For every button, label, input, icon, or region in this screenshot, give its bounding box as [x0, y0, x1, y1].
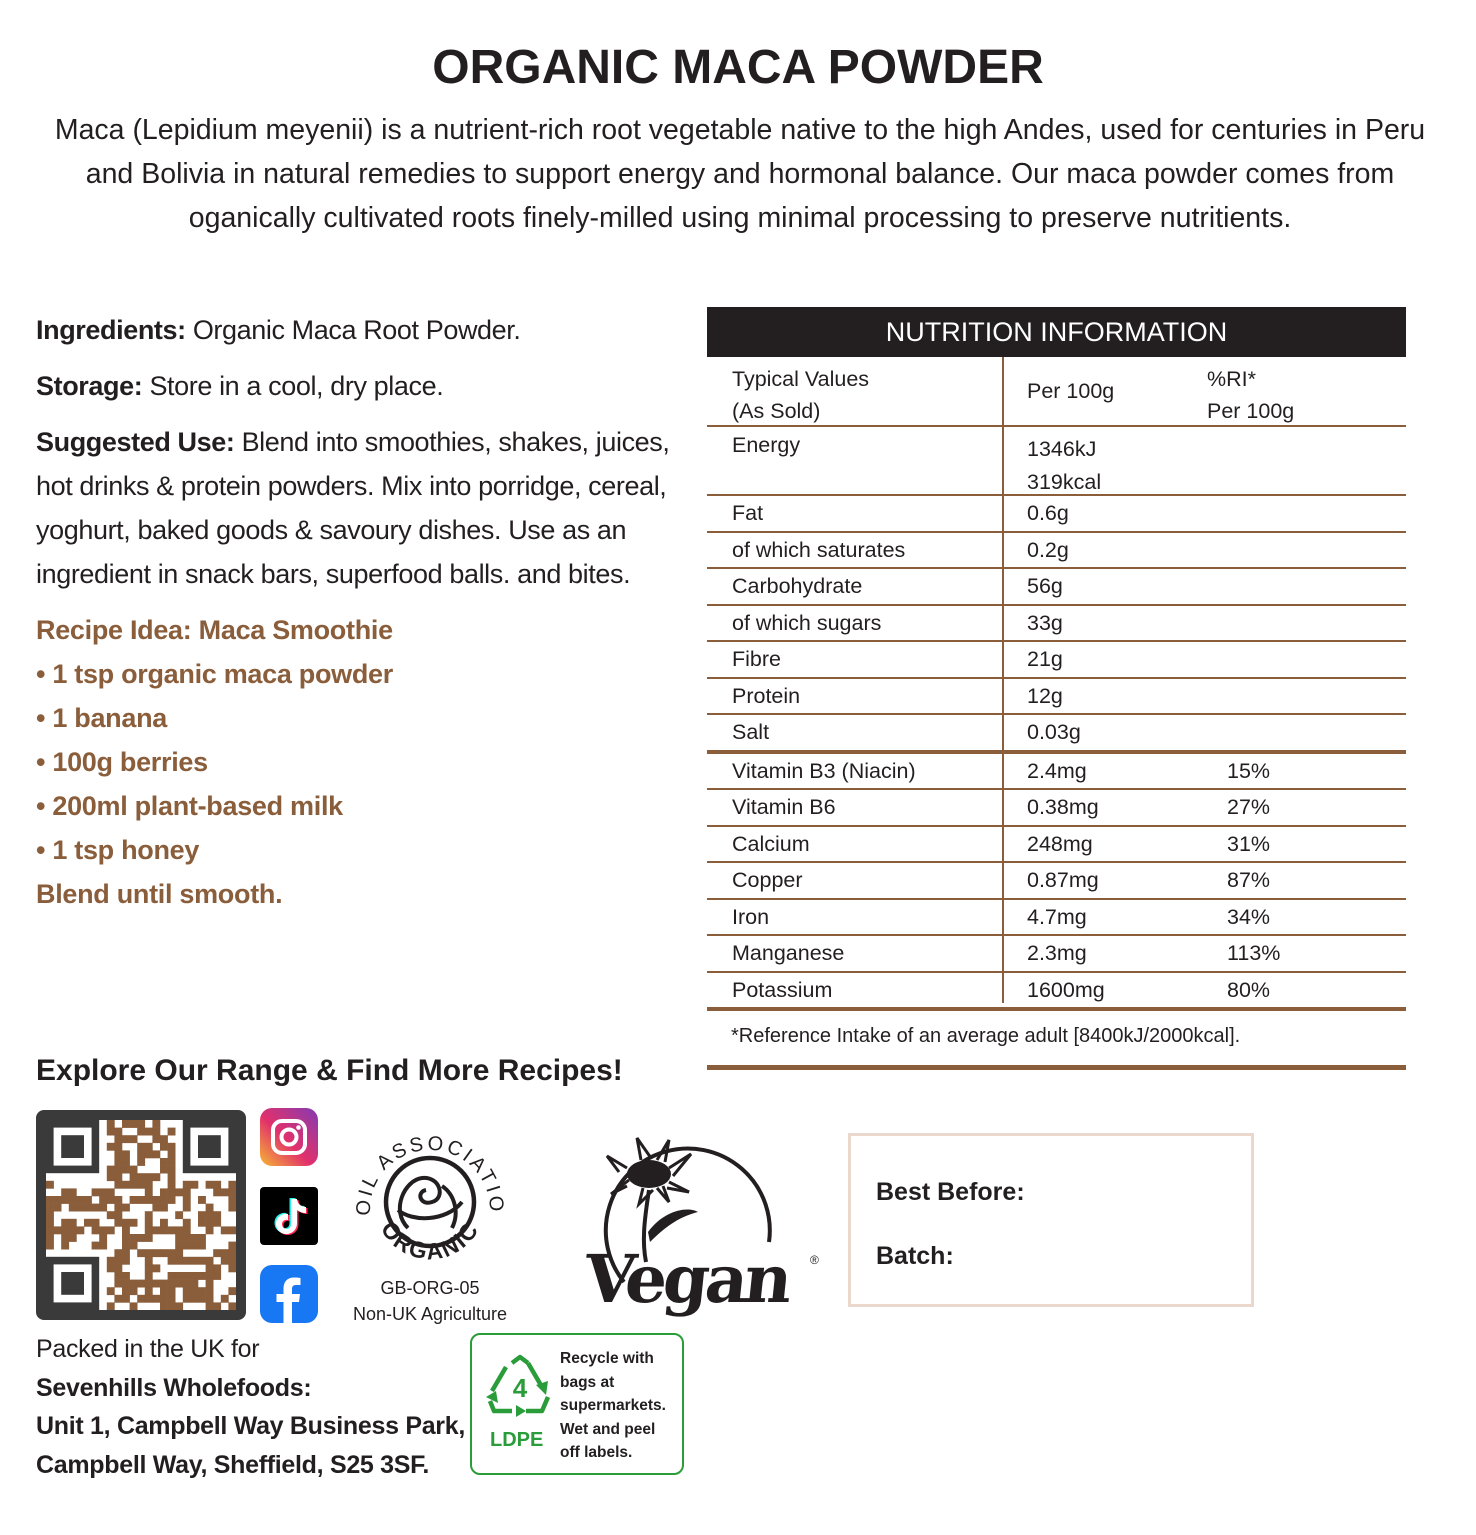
recipe-item: • 200ml plant-based milk — [36, 791, 343, 821]
nutrition-table — [707, 307, 1406, 1070]
nutrient-name: Carbohydrate — [732, 574, 863, 598]
recycle-line: bags at — [560, 1373, 615, 1391]
recycle-line: Recycle with — [560, 1350, 654, 1367]
storage-label: Storage: — [36, 371, 143, 401]
ldpe-label: LDPE — [490, 1429, 544, 1451]
nutrition-row — [707, 496, 1406, 533]
recipe-title: Recipe Idea: Maca Smoothie — [36, 615, 393, 645]
recipe-item: • 100g berries — [36, 747, 208, 777]
nutrition-row — [707, 973, 1406, 1012]
svg-text:®: ® — [810, 1253, 819, 1267]
packed-line: Packed in the UK for — [36, 1335, 260, 1363]
svg-text:Vegan: Vegan — [580, 1240, 793, 1318]
facebook-icon[interactable] — [260, 1265, 318, 1323]
nutrient-per100: 0.03g — [1027, 720, 1081, 744]
nutrition-row — [707, 863, 1406, 900]
nutrient-ri: 87% — [1227, 868, 1271, 892]
nutrition-row — [707, 569, 1406, 606]
recipe-closing: Blend until smooth. — [36, 879, 283, 909]
nutrient-name: Copper — [732, 868, 803, 892]
nutrition-row — [707, 827, 1406, 864]
nutrient-name: Manganese — [732, 941, 845, 965]
recycle-line: Wet and peel — [560, 1420, 656, 1438]
nutrition-row — [707, 754, 1406, 791]
nutrient-ri: 113% — [1227, 941, 1281, 965]
nutrition-header-row — [707, 357, 1406, 427]
energy-kcal: 319kcal — [1027, 470, 1102, 494]
as-sold-label: (As Sold) — [732, 399, 821, 423]
recipe-item: • 1 tsp honey — [36, 835, 200, 865]
address-line: Campbell Way, Sheffield, S25 3SF. — [36, 1450, 429, 1479]
reference-note: *Reference Intake of an average adult [8400kJ/2000kcal]. — [707, 1011, 1406, 1070]
recycle-line: supermarkets. — [560, 1397, 666, 1414]
explore-heading: Explore Our Range & Find More Recipes! — [36, 1054, 623, 1087]
use-text: Blend into smoothies, shakes, juices, hot drinks & protein powders. Mix into porridge, cereal, yoghurt, baked goods & savoury dishes. Use as an ingredient in snack bars, superfood balls. and bites. — [36, 427, 670, 589]
nutrient-name: Iron — [732, 904, 770, 929]
recycle-text — [560, 1347, 666, 1465]
nutrient-per100: 1600mg — [1027, 977, 1105, 1002]
svg-text:4: 4 — [512, 1373, 528, 1403]
qr-code[interactable] — [36, 1110, 246, 1320]
ingredients-label: Ingredients: — [36, 315, 186, 345]
nutrition-row — [707, 533, 1406, 570]
nutrition-row — [707, 900, 1406, 937]
recipe-item: • 1 banana — [36, 703, 167, 733]
product-intro: Maca (Lepidium meyenii) is a nutrient-rich root vegetable native to the high Andes, used for centuries in Peru and Bolivia in natural remedies to support energy and hormonal balance. Our maca powder comes from oganically cultivated roots finely-milled using minimal processing to preserve nutritients. — [54, 114, 1426, 234]
soil-code: GB-ORG-05 — [380, 1278, 480, 1298]
nutrient-per100: 56g — [1027, 574, 1063, 598]
nutrient-per100: 0.6g — [1027, 501, 1069, 525]
energy-row — [707, 427, 1406, 496]
nutrient-name: of which sugars — [732, 610, 882, 635]
nutrient-per100: 2.3mg — [1027, 941, 1087, 965]
storage — [36, 364, 676, 408]
nutrient-name: Salt — [732, 720, 770, 744]
ri-per100-label: Per 100g — [1207, 399, 1295, 423]
svg-text:ORGANIC: ORGANIC — [375, 1216, 485, 1265]
nutrition-row — [707, 715, 1406, 754]
energy-kj: 1346kJ — [1027, 437, 1097, 461]
soil-association-logo — [350, 1110, 510, 1280]
use-label: Suggested Use: — [36, 427, 235, 457]
qr-pattern — [46, 1120, 236, 1310]
nutrient-ri: 34% — [1227, 904, 1271, 929]
nutrition-row — [707, 790, 1406, 827]
product-title: ORGANIC MACA POWDER — [432, 41, 1044, 94]
batch-label: Batch: — [876, 1242, 954, 1270]
soil-agriculture: Non-UK Agriculture — [352, 1304, 508, 1324]
address-line: Unit 1, Campbell Way Business Park, — [36, 1412, 465, 1440]
product-info — [36, 308, 676, 916]
energy-label: Energy — [732, 433, 801, 457]
nutrition-row — [707, 606, 1406, 643]
svg-text:SOIL ASSOCIATION: OIL ASSOCIATIO — [352, 1132, 508, 1217]
nutrient-per100: 0.38mg — [1027, 795, 1099, 819]
nutrition-heading: NUTRITION INFORMATION — [707, 307, 1406, 357]
nutrient-ri: 15% — [1227, 758, 1271, 783]
nutrient-per100: 33g — [1027, 610, 1063, 635]
recipe-item: • 1 tsp organic maca powder — [36, 659, 393, 689]
nutrient-name: Fibre — [732, 647, 781, 671]
nutrient-ri: 27% — [1227, 795, 1271, 819]
nutrition-row — [707, 642, 1406, 679]
typical-values-header — [732, 363, 869, 427]
recycle-line: off labels. — [560, 1444, 633, 1461]
nutrient-ri: 80% — [1227, 977, 1271, 1002]
best-before-box[interactable] — [848, 1133, 1254, 1307]
nutrient-per100: 21g — [1027, 647, 1063, 671]
nutrient-rows — [707, 496, 1406, 754]
ingredients — [36, 308, 676, 352]
nutrient-ri: 31% — [1227, 831, 1271, 856]
nutrient-name: Protein — [732, 683, 801, 708]
nutrient-per100: 4.7mg — [1027, 904, 1087, 929]
nutrient-name: of which saturates — [732, 537, 906, 562]
nutrient-name: Vitamin B6 — [732, 795, 836, 819]
best-before-label: Best Before: — [876, 1178, 1025, 1206]
nutrient-name: Fat — [732, 501, 764, 525]
vitamin-rows — [707, 754, 1406, 1012]
packer-address — [36, 1330, 465, 1484]
suggested-use — [36, 420, 676, 596]
nutrient-per100: 12g — [1027, 683, 1063, 708]
ri-header — [1207, 363, 1294, 427]
typical-values-label: Typical Values — [732, 367, 870, 391]
vegan-logo — [564, 1112, 824, 1332]
per100-header: Per 100g — [1027, 379, 1115, 403]
nutrient-name: Potassium — [732, 977, 833, 1002]
recycle-icon — [482, 1353, 558, 1425]
energy-values — [1027, 433, 1101, 499]
nutrition-row — [707, 679, 1406, 716]
nutrient-per100: 0.2g — [1027, 537, 1069, 562]
tiktok-icon[interactable] — [260, 1187, 318, 1245]
nutrient-name: Calcium — [732, 831, 810, 856]
recycle-info — [470, 1333, 684, 1475]
packer-name: Sevenhills Wholefoods: — [36, 1373, 312, 1402]
instagram-icon[interactable] — [260, 1108, 318, 1166]
nutrition-row — [707, 936, 1406, 973]
storage-text: Store in a cool, dry place. — [149, 371, 444, 401]
nutrient-per100: 0.87mg — [1027, 868, 1099, 892]
recipe — [36, 608, 676, 916]
nutrient-per100: 248mg — [1027, 831, 1093, 856]
ingredients-text: Organic Maca Root Powder. — [192, 315, 521, 345]
nutrient-name: Vitamin B3 (Niacin) — [732, 758, 916, 783]
nutrient-per100: 2.4mg — [1027, 758, 1087, 783]
ri-label: %RI* — [1207, 367, 1256, 391]
